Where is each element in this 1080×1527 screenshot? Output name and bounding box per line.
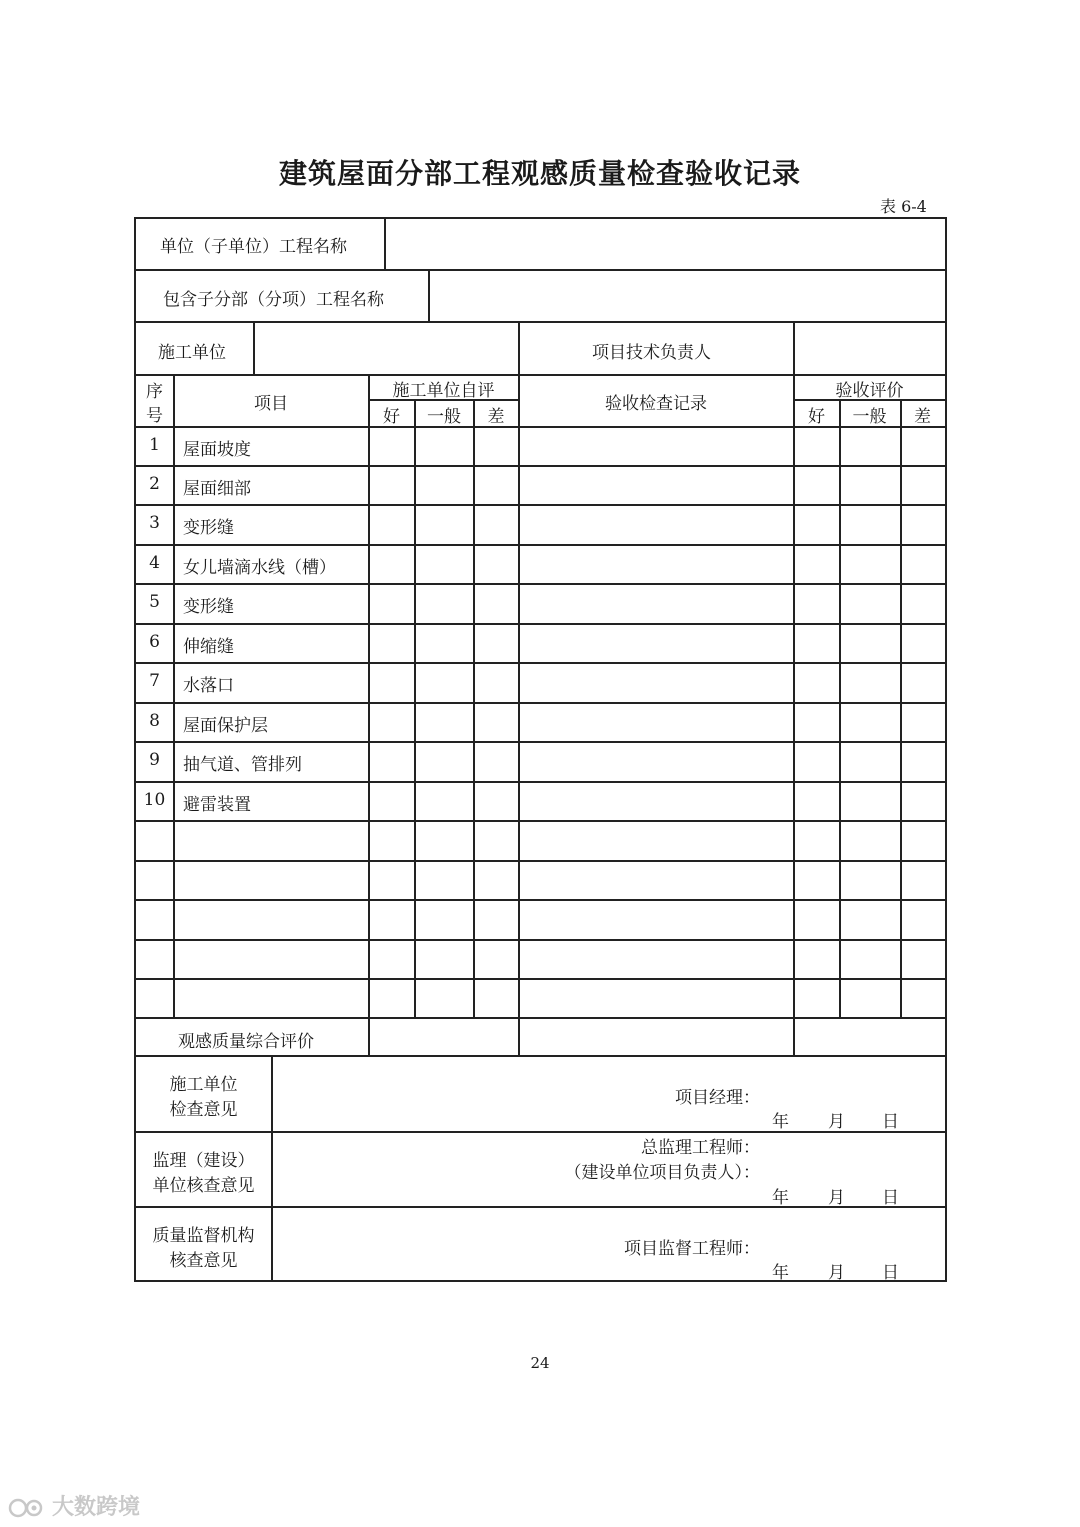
opinion-date-year: 年 [772,1188,789,1208]
col-accept-good: 好 [808,407,825,427]
row-item: 避雷装置 [183,795,251,815]
col-accept-poor: 差 [914,407,931,427]
col-self-general: 一般 [427,407,461,427]
row-number: 2 [149,474,160,494]
grid-line [134,1206,947,1208]
row-item: 抽气道、管排列 [183,755,302,775]
opinion-label-line2: 单位核查意见 [152,1176,255,1196]
opinion-signature-line2: （建设单位项目负责人）： [564,1163,760,1183]
grid-line [134,702,947,704]
row-number: 10 [143,790,166,810]
grid-line [134,583,947,585]
document-title: 建筑屋面分部工程观感质量检查验收记录 [278,157,801,190]
construction-unit-label: 施工单位 [158,343,226,363]
watermark [8,1490,140,1521]
col-seq-line2: 号 [146,406,163,426]
row-item: 女儿墙滴水线（槽） [183,558,336,578]
opinion-date-year: 年 [772,1112,789,1132]
col-accept-general: 一般 [852,407,887,427]
grid-line [134,741,947,743]
row-item: 水落口 [183,676,234,696]
grid-line [134,1017,947,1019]
opinion-signature-line1: 总监理工程师： [641,1138,760,1158]
grid-line [134,781,947,783]
opinion-label-line1: 监理（建设） [152,1151,255,1171]
watermark-logo-icon [8,1496,48,1520]
grid-line [173,374,175,1019]
grid-line [134,1131,947,1133]
grid-line [134,1055,947,1057]
grid-line [134,662,947,664]
row-number: 3 [149,513,160,533]
grid-line [945,217,947,1282]
opinion-date-month: 月 [828,1112,845,1132]
opinion-date-day: 日 [882,1263,899,1283]
col-self-good: 好 [383,407,400,427]
grid-line [793,321,795,376]
grid-line [271,1055,273,1282]
col-self-eval: 施工单位自评 [392,381,495,401]
grid-line [839,399,841,1019]
opinion-label-line1: 施工单位 [169,1075,238,1095]
col-inspection-record: 验收检查记录 [605,394,707,414]
row-item: 伸缩缝 [183,637,234,657]
grid-line [134,820,947,822]
col-acceptance-eval: 验收评价 [835,381,904,401]
row-number: 1 [149,435,160,455]
grid-line [900,399,902,1019]
opinion-label-line2: 检查意见 [169,1100,238,1120]
grid-line [384,217,386,271]
grid-line [134,269,947,271]
row-number: 7 [149,671,160,691]
opinion-date-month: 月 [828,1263,845,1283]
grid-line [134,504,947,506]
grid-line [134,321,947,323]
grid-line [134,1280,947,1282]
row-item: 变形缝 [183,518,234,538]
opinion-label-line1: 质量监督机构 [152,1226,255,1246]
watermark-text: 大数跨境 [52,1495,141,1520]
row-item: 屋面细部 [183,479,251,499]
col-seq-line1: 序 [146,382,163,402]
grid-line [368,374,370,1057]
row-number: 4 [149,553,160,573]
tech-lead-label: 项目技术负责人 [592,343,711,363]
opinion-signature-line2: 项目经理： [675,1088,760,1108]
grid-line [134,465,947,467]
row-item: 屋面保护层 [183,716,268,736]
col-item: 项目 [254,394,288,414]
grid-line [134,544,947,546]
opinion-date-day: 日 [882,1188,899,1208]
row-number: 5 [149,592,160,612]
col-self-poor: 差 [487,407,505,427]
row-number: 8 [149,711,160,731]
summary-label: 观感质量综合评价 [178,1032,314,1052]
grid-line [134,978,947,980]
table-number: 表 6-4 [880,197,927,216]
sub-division-name-label: 包含子分部（分项）工程名称 [163,290,384,310]
grid-line [253,321,255,376]
opinion-date-year: 年 [772,1263,789,1283]
opinion-signature-line2: 项目监督工程师： [624,1239,760,1259]
grid-line [134,939,947,941]
grid-line [518,374,520,1057]
opinion-date-month: 月 [828,1188,845,1208]
grid-line [473,399,475,1019]
grid-line [414,399,416,1019]
grid-line [134,217,947,219]
opinion-date-day: 日 [882,1112,899,1132]
row-item: 变形缝 [183,597,234,617]
grid-line [428,269,430,323]
grid-line [518,321,520,376]
row-item: 屋面坡度 [183,440,251,460]
grid-line [134,860,947,862]
opinion-label-line2: 核查意见 [169,1251,238,1271]
grid-line [793,374,795,1057]
page-number: 24 [530,1354,550,1372]
row-number: 9 [149,750,160,770]
unit-project-name-label: 单位（子单位）工程名称 [160,237,347,257]
row-number: 6 [149,632,160,652]
grid-line [134,623,947,625]
grid-line [134,899,947,901]
